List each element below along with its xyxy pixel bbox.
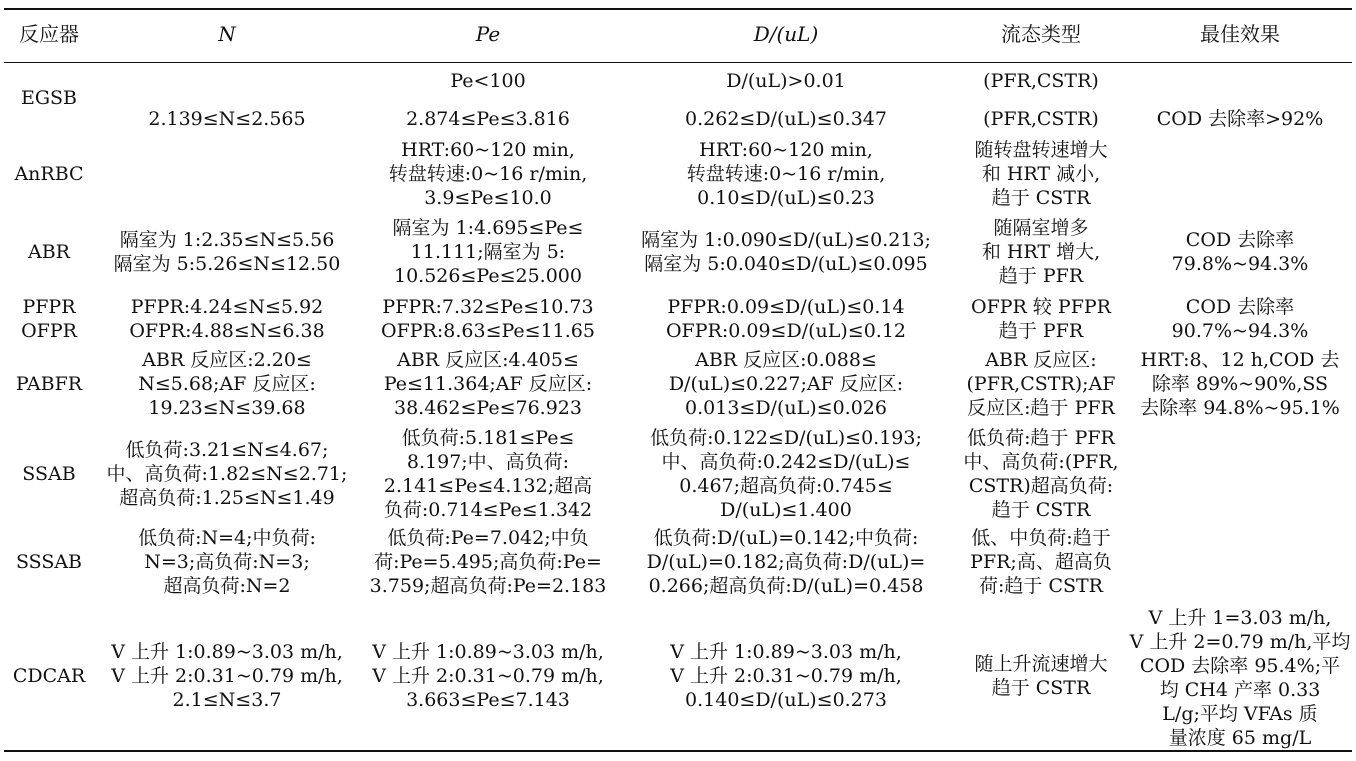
row-abr-reactor: ABR <box>28 241 70 263</box>
row-anrbc-d: HRT:60~120 min, 转盘转速:0~16 r/min, 0.10≤D/(uL)≤0.23 <box>686 139 886 209</box>
row-egsb-flow-1: (PFR,CSTR) <box>983 70 1099 92</box>
table-bottom-rule <box>4 750 1352 752</box>
row-cdcar-n: V 上升 1:0.89~3.03 m/h, V 上升 2:0.31~0.79 m/h, 2.1≤N≤3.7 <box>111 641 343 711</box>
row-anrbc-reactor: AnRBC <box>14 163 84 185</box>
table-top-rule <box>4 8 1352 10</box>
row-egsb-effect: COD 去除率>92% <box>1156 108 1324 130</box>
row-pabfr-n: ABR 反应区:2.20≤ N≤5.68;AF 反应区: 19.23≤N≤39.68 <box>138 349 316 419</box>
row-pabfr-reactor: PABFR <box>15 373 83 395</box>
row-pabfr-pe: ABR 反应区:4.405≤ Pe≤11.364;AF 反应区: 38.462≤Pe≤76.923 <box>383 349 593 419</box>
header-flow-type: 流态类型 <box>1001 22 1081 46</box>
row-pfpr-reactor: PFPR OFPR <box>21 296 77 342</box>
row-egsb-pe-1: Pe<100 <box>450 70 526 92</box>
header-best-effect: 最佳效果 <box>1200 22 1280 46</box>
row-egsb-flow-2: (PFR,CSTR) <box>983 108 1099 130</box>
row-cdcar-pe: V 上升 1:0.89~3.03 m/h, V 上升 2:0.31~0.79 m/h, 3.663≤Pe≤7.143 <box>372 641 604 711</box>
row-sssab-reactor: SSSAB <box>15 551 83 573</box>
row-anrbc-flow: 随转盘转速增大 和 HRT 减小, 趋于 CSTR <box>974 139 1108 209</box>
row-ssab-pe: 低负荷:5.181≤Pe≤ 8.197;中、高负荷: 2.141≤Pe≤4.132;超高 负荷:0.714≤Pe≤1.342 <box>383 427 593 521</box>
row-egsb-d-1: D/(uL)>0.01 <box>726 70 846 92</box>
row-abr-d: 隔室为 1:0.090≤D/(uL)≤0.213; 隔室为 5:0.040≤D/(uL)≤0.095 <box>641 229 931 275</box>
header-n: N <box>218 22 236 46</box>
row-sssab-d: 低负荷:D/(uL)=0.142;中负荷: D/(uL)=0.182;高负荷:D/(uL)= 0.266;超高负荷:D/(uL)=0.458 <box>646 527 926 597</box>
row-pabfr-d: ABR 反应区:0.088≤ D/(uL)≤0.227;AF 反应区: 0.013≤D/(uL)≤0.026 <box>668 349 904 419</box>
row-egsb-pe-2: 2.874≤Pe≤3.816 <box>406 108 570 130</box>
header-reactor: 反应器 <box>19 22 79 46</box>
row-ssab-reactor: SSAB <box>22 463 76 485</box>
row-pfpr-d: PFPR:0.09≤D/(uL)≤0.14 OFPR:0.09≤D/(uL)≤0.12 <box>665 296 906 342</box>
header-d-ul: D/(uL) <box>753 22 819 46</box>
row-sssab-flow: 低、中负荷:趋于 PFR;高、超高负 荷:趋于 CSTR <box>970 527 1112 597</box>
row-pfpr-n: PFPR:4.24≤N≤5.92 OFPR:4.88≤N≤6.38 <box>129 296 325 342</box>
row-ssab-d: 低负荷:0.122≤D/(uL)≤0.193; 中、高负荷:0.242≤D/(uL)≤ 0.467;超高负荷:0.745≤ D/(uL)≤1.400 <box>650 427 922 521</box>
row-pfpr-effect: COD 去除率 90.7%~94.3% <box>1171 296 1309 342</box>
row-cdcar-d: V 上升 1:0.89~3.03 m/h, V 上升 2:0.31~0.79 m/h, 0.140≤D/(uL)≤0.273 <box>670 641 902 711</box>
row-cdcar-flow: 随上升流速增大 趋于 CSTR <box>974 653 1108 699</box>
row-sssab-pe: 低负荷:Pe=7.042;中负 荷:Pe=5.495;高负荷:Pe= 3.759;超高负荷:Pe=2.183 <box>369 527 607 597</box>
row-pabfr-effect: HRT:8、12 h,COD 去 除率 89%~90%,SS 去除率 94.8%~95.1% <box>1140 349 1340 419</box>
row-pfpr-flow: OFPR 较 PFPR 趋于 PFR <box>971 296 1111 342</box>
row-abr-n: 隔室为 1:2.35≤N≤5.56 隔室为 5:5.26≤N≤12.50 <box>113 229 341 275</box>
header-pe: Pe <box>475 22 501 46</box>
row-ssab-flow: 低负荷:趋于 PFR 中、高负荷:(PFR, CSTR)超高负荷: 趋于 CSTR <box>963 427 1119 521</box>
row-ssab-n: 低负荷:3.21≤N≤4.67; 中、高负荷:1.82≤N≤2.71; 超高负荷:1.25≤N≤1.49 <box>106 439 348 509</box>
row-abr-effect: COD 去除率 79.8%~94.3% <box>1171 229 1309 275</box>
row-egsb-d-2: 0.262≤D/(uL)≤0.347 <box>685 108 887 130</box>
row-sssab-n: 低负荷:N=4;中负荷: N=3;高负荷:N=3; 超高负荷:N=2 <box>138 527 316 597</box>
row-pabfr-flow: ABR 反应区: (PFR,CSTR);AF 反应区:趋于 PFR <box>966 349 1116 419</box>
row-cdcar-reactor: CDCAR <box>12 665 86 687</box>
row-abr-flow: 随隔室增多 和 HRT 增大, 趋于 PFR <box>981 217 1101 287</box>
row-cdcar-effect: V 上升 1=3.03 m/h, V 上升 2=0.79 m/h,平均 COD 去除率 95.4%;平 均 CH4 产率 0.33 L/g;平均 VFAs 质 量浓度 65 mg/L <box>1129 607 1351 749</box>
row-abr-pe: 隔室为 1:4.695≤Pe≤ 11.111;隔室为 5: 10.526≤Pe≤25.000 <box>392 217 584 287</box>
row-egsb-reactor: EGSB <box>20 87 78 109</box>
row-egsb-n: 2.139≤N≤2.565 <box>148 108 306 130</box>
table-header-rule <box>4 62 1352 63</box>
row-pfpr-pe: PFPR:7.32≤Pe≤10.73 OFPR:8.63≤Pe≤11.65 <box>381 296 595 342</box>
row-anrbc-pe: HRT:60~120 min, 转盘转速:0~16 r/min, 3.9≤Pe≤10.0 <box>388 139 588 209</box>
